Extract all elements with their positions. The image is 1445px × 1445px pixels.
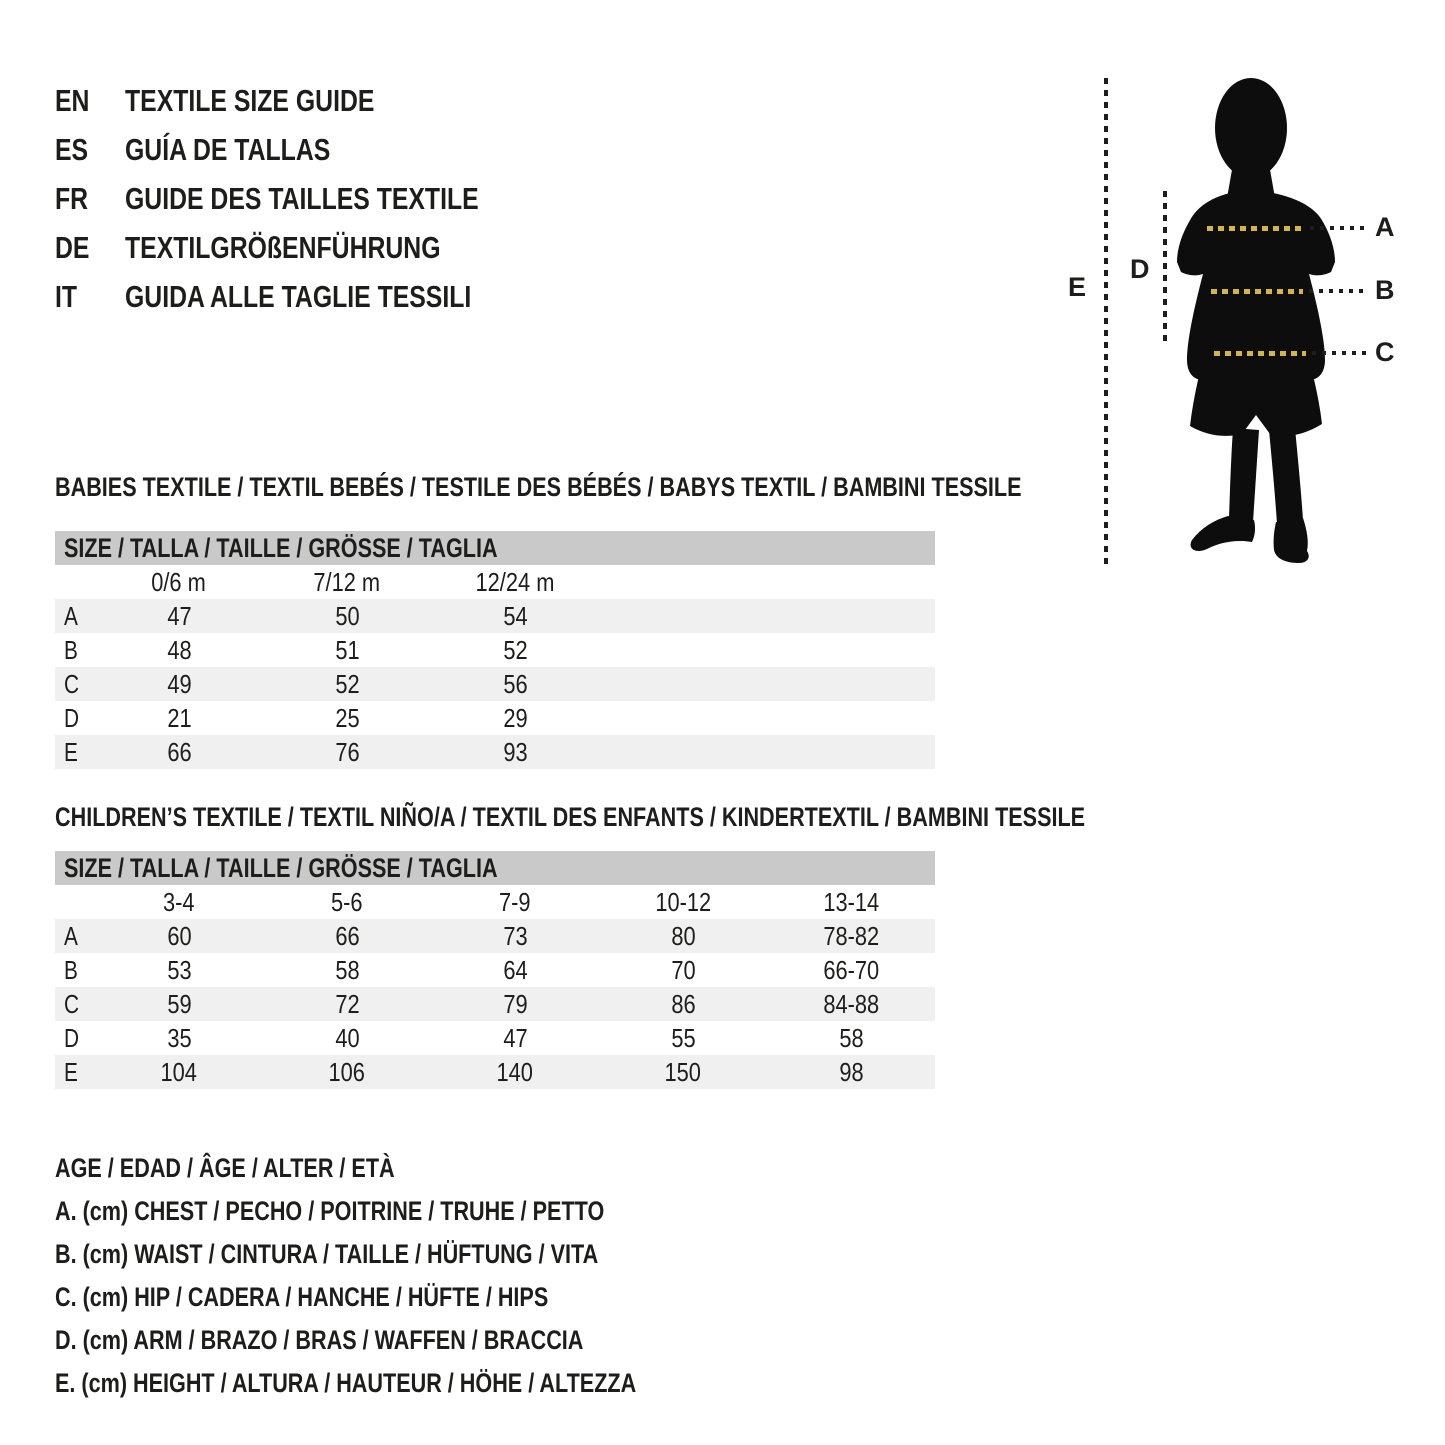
measure-label-d: D	[1130, 254, 1150, 284]
legend-line-height: E. (cm) HEIGHT / ALTURA / HAUTEUR / HÖHE / ALTEZZA	[55, 1368, 637, 1398]
row-label: D	[64, 702, 80, 733]
cell-value: 98	[838, 1056, 864, 1087]
language-row	[55, 125, 567, 174]
table-row	[55, 953, 935, 987]
language-title: TEXTILE SIZE GUIDE	[125, 82, 375, 118]
cell-value: 25	[334, 702, 360, 733]
row-label: A	[64, 920, 78, 951]
row-label: A	[64, 600, 78, 631]
cell-value: 47	[502, 1022, 528, 1053]
cell-value: 93	[502, 736, 528, 767]
cell-value: 86	[670, 988, 696, 1019]
column-header: 3-4	[163, 886, 195, 917]
language-row	[55, 76, 567, 125]
cell-value: 150	[664, 1056, 702, 1087]
language-title: GUÍA DE TALLAS	[125, 131, 331, 167]
cell-value: 52	[502, 634, 528, 665]
cell-value: 70	[670, 954, 696, 985]
cell-value: 72	[334, 988, 360, 1019]
row-label: C	[64, 668, 80, 699]
cell-value: 59	[166, 988, 192, 1019]
column-header: 13-14	[823, 886, 879, 917]
cell-value: 47	[166, 600, 192, 631]
table-row	[55, 701, 935, 735]
row-label: C	[64, 988, 80, 1019]
cell-value: 64	[502, 954, 528, 985]
size-header-bar: SIZE / TALLA / TAILLE / GRÖSSE / TAGLIA	[55, 531, 935, 565]
language-title-block	[55, 76, 567, 321]
cell-value: 60	[166, 920, 192, 951]
cell-value: 21	[166, 702, 192, 733]
children-size-table	[55, 851, 935, 1089]
cell-value: 84-88	[823, 988, 879, 1019]
measure-label-a: A	[1375, 212, 1395, 242]
cell-value: 55	[670, 1022, 696, 1053]
cell-value: 66	[166, 736, 192, 767]
table-row	[55, 987, 935, 1021]
legend-line-hip: C. (cm) HIP / CADERA / HANCHE / HÜFTE / HIPS	[55, 1282, 549, 1312]
cell-value: 80	[670, 920, 696, 951]
cell-value: 79	[502, 988, 528, 1019]
measure-label-b: B	[1375, 275, 1395, 305]
babies-size-table	[55, 531, 935, 769]
language-title: TEXTILGRÖßENFÜHRUNG	[125, 229, 441, 265]
cell-value: 58	[838, 1022, 864, 1053]
column-header-row	[55, 565, 935, 599]
babies-section-title: BABIES TEXTILE / TEXTIL BEBÉS / TESTILE DES BÉBÉS / BABYS TEXTIL / BAMBINI TESSILE	[55, 472, 1022, 502]
language-code: EN	[55, 82, 90, 118]
cell-value: 66	[334, 920, 360, 951]
chest-measure-line-dots	[1310, 226, 1368, 230]
row-label: E	[64, 1056, 78, 1087]
table-row	[55, 1055, 935, 1089]
table-row	[55, 919, 935, 953]
cell-value: 54	[502, 600, 528, 631]
column-header-row	[55, 885, 935, 919]
cell-value: 76	[334, 736, 360, 767]
cell-value: 66-70	[823, 954, 879, 985]
column-header: 7-9	[499, 886, 531, 917]
table-row	[55, 633, 935, 667]
row-label: D	[64, 1022, 80, 1053]
row-label: B	[64, 954, 78, 985]
waist-measure-line-dots	[1309, 289, 1368, 293]
cell-value: 40	[334, 1022, 360, 1053]
language-row	[55, 272, 567, 321]
column-header: 12/24 m	[475, 566, 555, 597]
language-code: ES	[55, 131, 89, 167]
row-label: B	[64, 634, 78, 665]
legend-line-chest: A. (cm) CHEST / PECHO / POITRINE / TRUHE / PETTO	[55, 1196, 605, 1226]
waist-measure-line-yellow	[1211, 289, 1303, 294]
language-code: FR	[55, 180, 89, 216]
cell-value: 51	[334, 634, 360, 665]
cell-value: 48	[166, 634, 192, 665]
cell-value: 56	[502, 668, 528, 699]
cell-value: 104	[160, 1056, 198, 1087]
measurement-legend	[55, 1147, 781, 1405]
cell-value: 35	[166, 1022, 192, 1053]
table-row	[55, 599, 935, 633]
column-header: 5-6	[331, 886, 363, 917]
hip-measure-line-dots	[1312, 351, 1368, 355]
cell-value: 29	[502, 702, 528, 733]
measure-label-e: E	[1068, 272, 1087, 302]
row-label: E	[64, 736, 78, 767]
cell-value: 50	[334, 600, 360, 631]
table-row	[55, 667, 935, 701]
column-header: 0/6 m	[151, 566, 207, 597]
legend-line-arm: D. (cm) ARM / BRAZO / BRAS / WAFFEN / BRACCIA	[55, 1325, 584, 1355]
size-header-bar: SIZE / TALLA / TAILLE / GRÖSSE / TAGLIA	[55, 851, 935, 885]
arm-measure-line-d	[1163, 191, 1167, 343]
language-code: DE	[55, 229, 90, 265]
legend-line-waist: B. (cm) WAIST / CINTURA / TAILLE / HÜFTUNG / VITA	[55, 1239, 599, 1269]
column-header: 7/12 m	[313, 566, 381, 597]
cell-value: 53	[166, 954, 192, 985]
measure-label-c: C	[1375, 337, 1395, 367]
cell-value: 52	[334, 668, 360, 699]
hip-measure-line-yellow	[1214, 351, 1306, 356]
language-row	[55, 223, 567, 272]
language-code: IT	[55, 278, 78, 314]
language-row	[55, 174, 567, 223]
cell-value: 58	[334, 954, 360, 985]
children-section-title: CHILDREN’S TEXTILE / TEXTIL NIÑO/A / TEXTIL DES ENFANTS / KINDERTEXTIL / BAMBINI TESSILE	[55, 802, 1086, 832]
legend-line-age: AGE / EDAD / ÂGE / ALTER / ETÀ	[55, 1153, 395, 1183]
cell-value: 49	[166, 668, 192, 699]
cell-value: 140	[496, 1056, 534, 1087]
language-title: GUIDA ALLE TAGLIE TESSILI	[125, 278, 472, 314]
cell-value: 73	[502, 920, 528, 951]
cell-value: 106	[328, 1056, 366, 1087]
column-header: 10-12	[655, 886, 711, 917]
table-row	[55, 1021, 935, 1055]
cell-value: 78-82	[823, 920, 879, 951]
chest-measure-line-yellow	[1207, 226, 1304, 231]
language-title: GUIDE DES TAILLES TEXTILE	[125, 180, 479, 216]
table-row	[55, 735, 935, 769]
